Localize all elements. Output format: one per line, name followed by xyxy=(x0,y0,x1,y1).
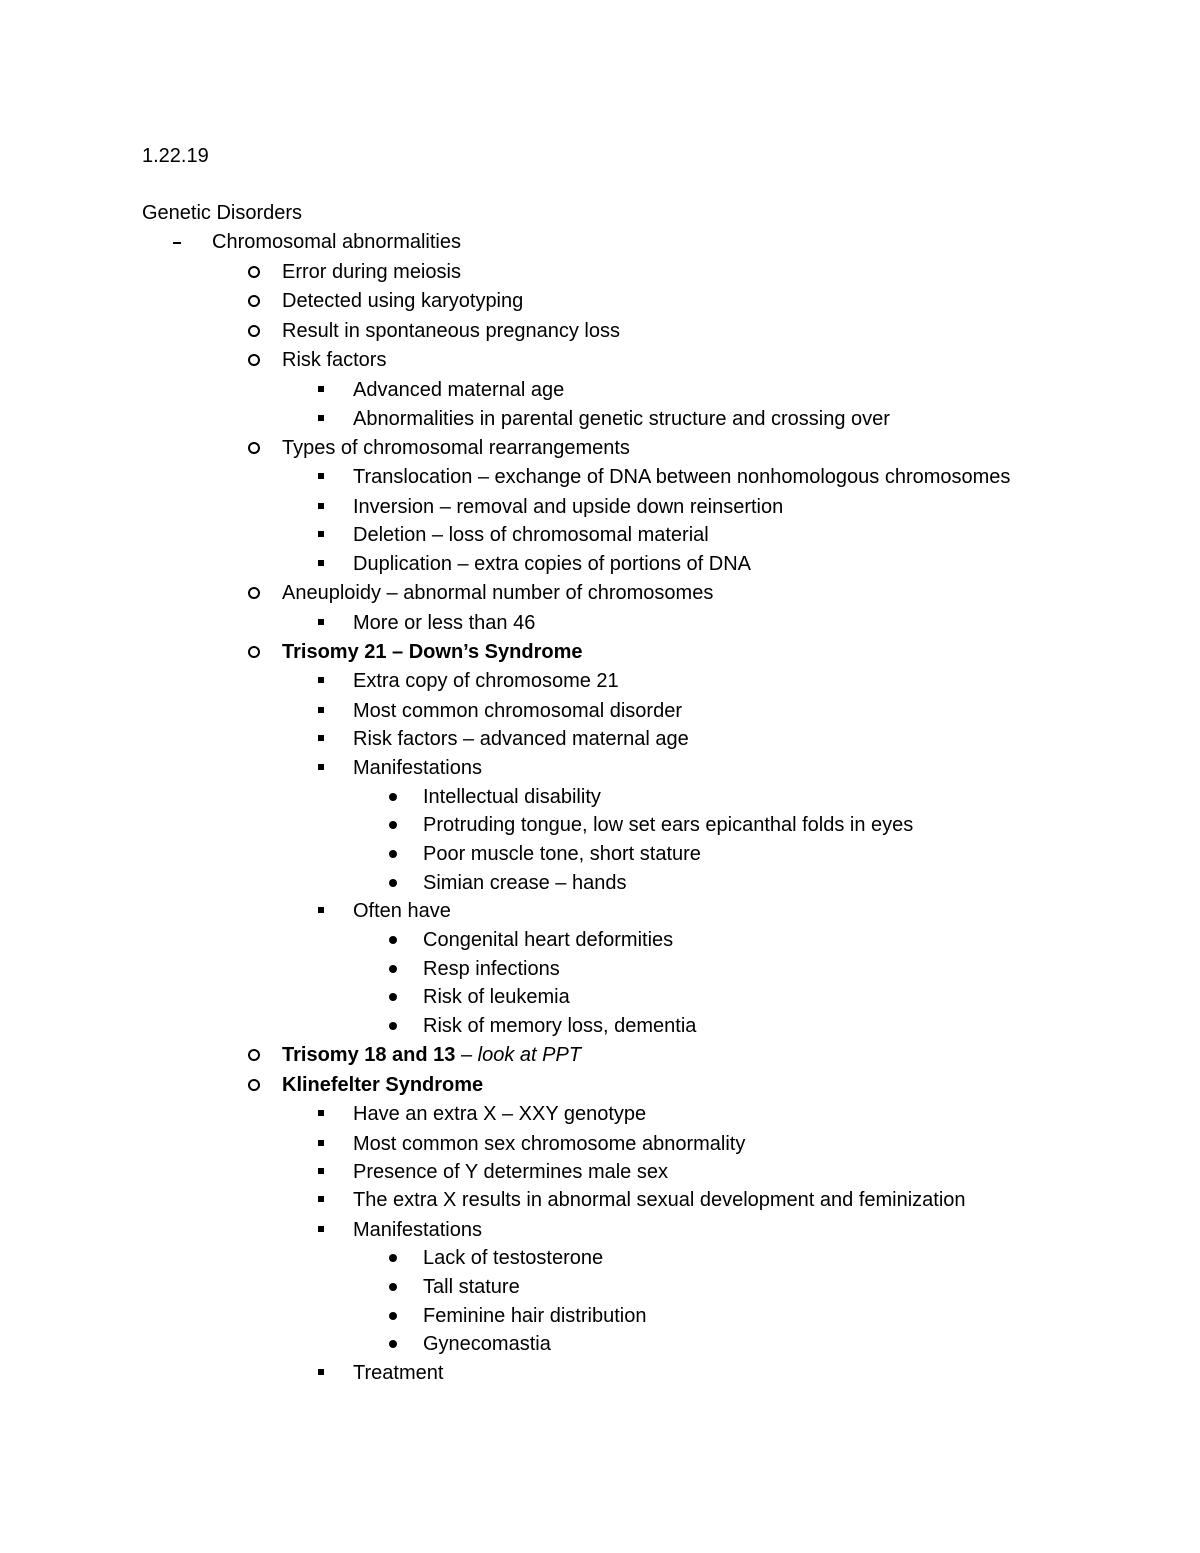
document-page: 1.22.19 Genetic Disorders Chromosomal abnormalities Error during meiosis Detected using karyotyping Result in spontaneous pregnancy loss Risk factors Advanced maternal age Abnormalities in parental genetic structure and crossing over Types of chromosomal rearrangements Translocation – exchange of DNA between nonhomologous chromosomes Inversion – removal and upside down reinsertion Deletion – loss of chromosomal material Duplication – extra copies of portions of DNA Aneuploidy – abnormal number of chromosomes More or less than 46 Trisomy 21 – Down’s Syndrome Extra copy of chromosome 21 Most common chromosomal disorder Risk factors – advanced maternal age Manifestations Intellectual disability Protruding tongue, low set ears epicanthal folds in eyes Poor muscle tone, short stature Simian crease – hands Often have Congenital heart deformities Resp infections Risk of leukemia Risk of memory loss, dementia Trisomy 18 and 13 – look at PPT Klinefelter Syndrome Have an extra X – XXY genotype Most common sex chromosome abnormality Presence of Y determines male sex The extra X results in abnormal sexual development and feminization Manifestations Lack of testosterone Tall stature Feminine hair distribution Gynecomastia Treatment xyxy=(0,0,1200,1553)
square-bullet-icon xyxy=(318,405,324,434)
disc-bullet-icon xyxy=(389,1273,397,1302)
disc-bullet-icon xyxy=(389,926,397,955)
disc-bullet-icon xyxy=(389,1330,397,1359)
square-bullet-icon xyxy=(318,463,324,492)
disc-bullet-icon xyxy=(389,1302,397,1331)
dash-bullet-icon xyxy=(173,228,181,257)
square-bullet-icon xyxy=(318,667,324,696)
square-bullet-icon xyxy=(318,1216,324,1245)
disc-bullet-icon xyxy=(389,1012,397,1041)
circle-bullet-icon xyxy=(248,1041,260,1070)
circle-bullet-icon xyxy=(248,287,260,316)
square-bullet-icon xyxy=(318,493,324,522)
square-bullet-icon xyxy=(318,897,324,926)
disc-bullet-icon xyxy=(389,869,397,898)
circle-bullet-icon xyxy=(248,317,260,346)
square-bullet-icon xyxy=(318,1158,324,1187)
circle-bullet-icon xyxy=(248,346,260,375)
square-bullet-icon xyxy=(318,376,324,405)
square-bullet-icon xyxy=(318,754,324,783)
disc-bullet-icon xyxy=(389,983,397,1012)
heading-text: Genetic Disorders xyxy=(142,202,303,224)
square-bullet-icon xyxy=(318,1100,324,1129)
circle-bullet-icon xyxy=(248,638,260,667)
disc-bullet-icon xyxy=(389,811,397,840)
square-bullet-icon xyxy=(318,550,324,579)
disc-bullet-icon xyxy=(389,783,397,812)
square-bullet-icon xyxy=(318,725,324,754)
circle-bullet-icon xyxy=(248,434,260,463)
disc-bullet-icon xyxy=(389,1244,397,1273)
square-bullet-icon xyxy=(318,1359,324,1388)
square-bullet-icon xyxy=(318,521,324,550)
disc-bullet-icon xyxy=(389,955,397,984)
circle-bullet-icon xyxy=(248,258,260,287)
square-bullet-icon xyxy=(318,1130,324,1159)
circle-bullet-icon xyxy=(248,579,260,608)
date-text: 1.22.19 xyxy=(142,145,209,167)
square-bullet-icon xyxy=(318,1186,324,1215)
square-bullet-icon xyxy=(318,697,324,726)
square-bullet-icon xyxy=(318,609,324,638)
circle-bullet-icon xyxy=(248,1071,260,1100)
disc-bullet-icon xyxy=(389,840,397,869)
